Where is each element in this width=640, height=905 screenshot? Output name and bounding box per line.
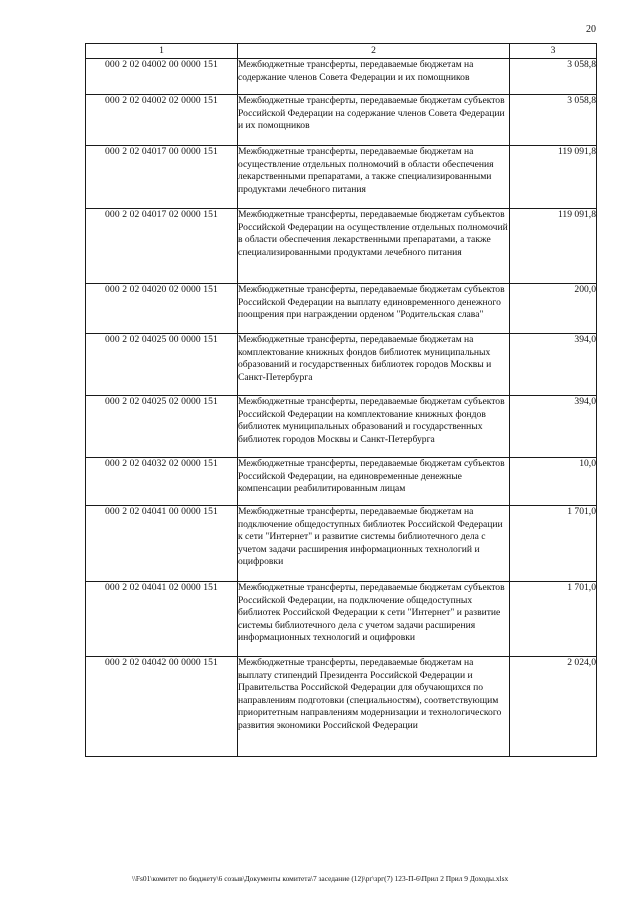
column-header-1: 1	[86, 44, 238, 59]
row-description: Межбюджетные трансферты, передаваемые бюджетам субъектов Российской Федерации на комплектование книжных фондов библиотек муниципальных образований и государственных библиотек городов Москвы и Санкт-Петербурга	[238, 396, 510, 458]
row-description: Межбюджетные трансферты, передаваемые бюджетам субъектов Российской Федерации на содержание членов Совета Федерации и их помощников	[238, 95, 510, 146]
table-row	[86, 209, 597, 284]
table-row	[86, 146, 597, 209]
row-description: Межбюджетные трансферты, передаваемые бюджетам субъектов Российской Федерации на выплату единовременного денежного поощрения при награждении орденом "Родительская слава"	[238, 284, 510, 334]
budget-code: 000 2 02 04020 02 0000 151	[86, 284, 238, 334]
row-amount: 3 058,8	[510, 59, 597, 95]
budget-code: 000 2 02 04025 02 0000 151	[86, 396, 238, 458]
budget-code: 000 2 02 04002 00 0000 151	[86, 59, 238, 95]
table-row	[86, 284, 597, 334]
budget-code: 000 2 02 04041 02 0000 151	[86, 582, 238, 657]
row-description: Межбюджетные трансферты, передаваемые бюджетам субъектов Российской Федерации на осуществление отдельных полномочий в области обеспечения лекарственными препаратами, а также специализированными продуктами лечебного питания	[238, 209, 510, 284]
row-amount: 1 701,0	[510, 582, 597, 657]
budget-code: 000 2 02 04032 02 0000 151	[86, 458, 238, 506]
budget-code: 000 2 02 04041 00 0000 151	[86, 506, 238, 582]
row-amount: 10,0	[510, 458, 597, 506]
table-row	[86, 95, 597, 146]
column-header-3: 3	[510, 44, 597, 59]
row-description: Межбюджетные трансферты, передаваемые бюджетам на подключение общедоступных библиотек Российской Федерации к сети "Интернет" и развитие системы библиотечного дела с учетом задачи расширения информационных технологий и оцифровки	[238, 506, 510, 582]
budget-code: 000 2 02 04025 00 0000 151	[86, 334, 238, 396]
table-row	[86, 59, 597, 95]
row-description: Межбюджетные трансферты, передаваемые бюджетам субъектов Российской Федерации, на единовременные денежные компенсации реабилитированным лицам	[238, 458, 510, 506]
budget-code: 000 2 02 04002 02 0000 151	[86, 95, 238, 146]
row-amount: 394,0	[510, 334, 597, 396]
row-amount: 2 024,0	[510, 657, 597, 757]
budget-code: 000 2 02 04017 02 0000 151	[86, 209, 238, 284]
table-row	[86, 396, 597, 458]
header-row	[86, 44, 597, 59]
table-row	[86, 657, 597, 757]
row-amount: 394,0	[510, 396, 597, 458]
row-amount: 119 091,8	[510, 146, 597, 209]
row-amount: 200,0	[510, 284, 597, 334]
column-header-2: 2	[238, 44, 510, 59]
revenue-table	[85, 43, 597, 757]
table-row	[86, 506, 597, 582]
row-amount: 1 701,0	[510, 506, 597, 582]
table-header	[86, 44, 597, 59]
row-description: Межбюджетные трансферты, передаваемые бюджетам субъектов Российской Федерации, на подключение общедоступных библиотек Российской Федерации к сети "Интернет" и развитие системы библиотечного дела с учетом задачи расширения информационных технологий и оцифровки	[238, 582, 510, 657]
row-description: Межбюджетные трансферты, передаваемые бюджетам на осуществление отдельных полномочий в области обеспечения лекарственными препаратами, а также специализированными продуктами лечебного питания	[238, 146, 510, 209]
row-amount: 3 058,8	[510, 95, 597, 146]
budget-code: 000 2 02 04042 00 0000 151	[86, 657, 238, 757]
row-description: Межбюджетные трансферты, передаваемые бюджетам на выплату стипендий Президента Российской Федерации и Правительства Российской Федерации для обучающихся по направлениям подготовки (специальностям), соответствующим приоритетным направлениям модернизации и технологического развития экономики Российской Федерации	[238, 657, 510, 757]
table-row	[86, 458, 597, 506]
row-amount: 119 091,8	[510, 209, 597, 284]
budget-code: 000 2 02 04017 00 0000 151	[86, 146, 238, 209]
table-row	[86, 582, 597, 657]
footer-file-path: \\Fs01\комитет по бюджету\6 созыв\Документы комитета\7 заседание (12)\рг\зрг(7) 123-П-6\Прил 2 Прил 9 Доходы.xlsx	[131, 874, 509, 883]
table-row	[86, 334, 597, 396]
page-number: 20	[586, 24, 596, 35]
table-body	[86, 59, 597, 757]
row-description: Межбюджетные трансферты, передаваемые бюджетам на комплектование книжных фондов библиотек муниципальных образований и государственных библиотек городов Москвы и Санкт-Петербурга	[238, 334, 510, 396]
row-description: Межбюджетные трансферты, передаваемые бюджетам на содержание членов Совета Федерации и их помощников	[238, 59, 510, 95]
